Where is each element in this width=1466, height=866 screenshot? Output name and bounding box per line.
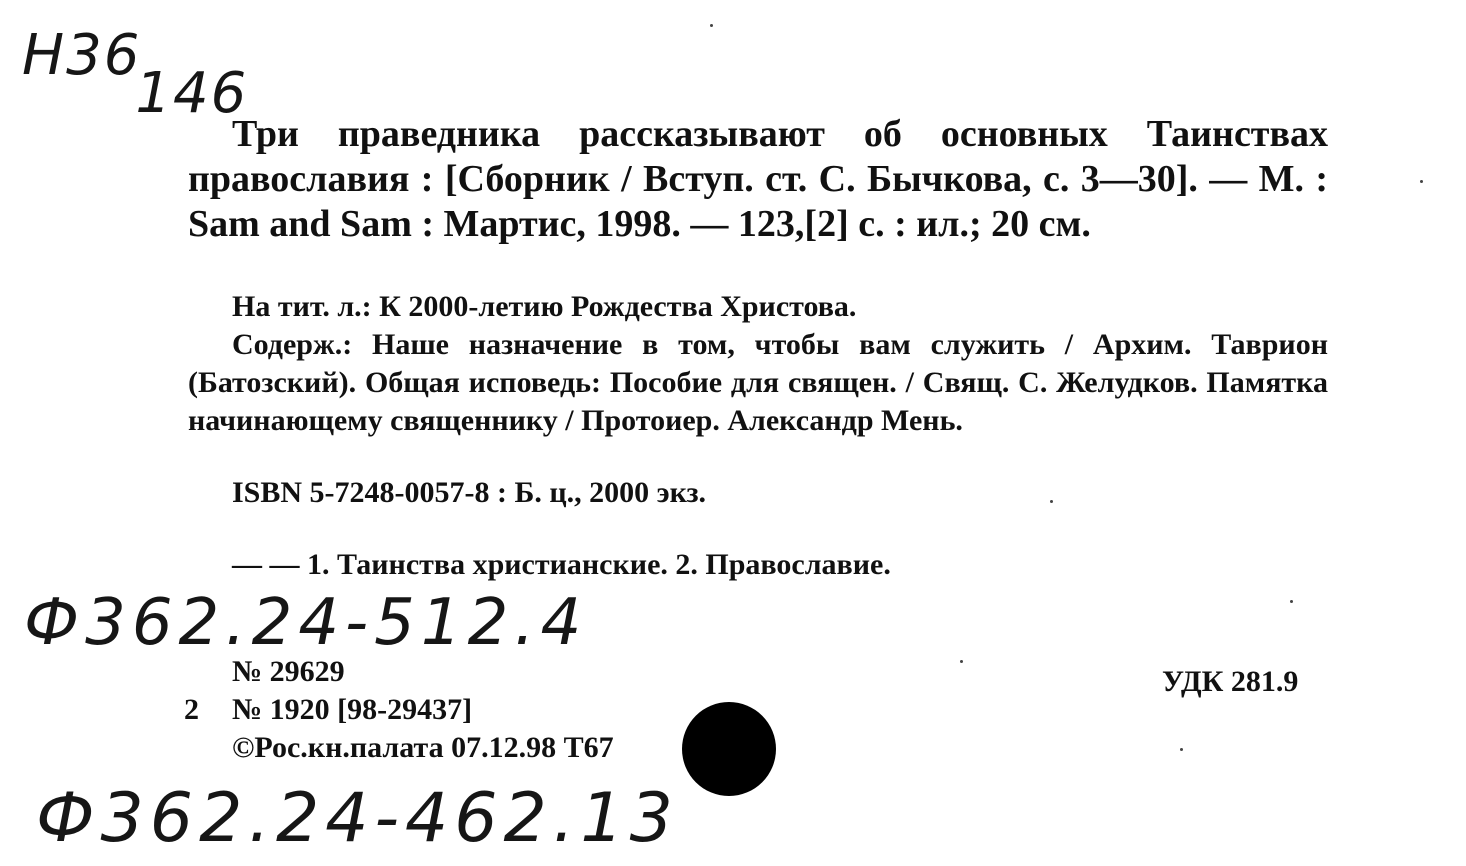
speck	[1180, 748, 1183, 751]
subject-headings	[188, 546, 1328, 584]
contents-note-text: Содерж.: Наше назначение в том, чтобы вам служить / Архим. Таврион (Батозский). Общая исповедь: Пособие для священ. / Свящ. С. Желудков. Памятка начинающему священнику / Протоиер. Александр Мень.	[188, 328, 1328, 437]
handwritten-shelf-mark-2: Ф362.24-462.13	[36, 779, 679, 858]
copies-count: 2	[184, 693, 199, 726]
title-note	[188, 288, 1328, 326]
udk-code: УДК 281.9	[1162, 665, 1299, 698]
isbn-line	[188, 474, 1328, 512]
speck	[1050, 500, 1053, 503]
title-note-text: На тит. л.: К 2000-летию Рождества Христова.	[232, 290, 857, 323]
speck	[1290, 600, 1293, 603]
speck	[1420, 180, 1423, 183]
card-number-1: № 29629	[232, 655, 345, 688]
title-block	[188, 112, 1328, 247]
title-block-text: Три праведника рассказывают об основных Таинствах православия : [Сборник / Вступ. ст. С. Бычкова, с. 3—30]. — М. : Sam and Sam : Мартис, 1998. — 123,[2] с. : ил.; 20 см.	[188, 113, 1328, 245]
handwritten-code-top	[22, 23, 249, 126]
card-number-2: № 1920 [98-29437]	[232, 693, 473, 726]
ink-blot	[682, 702, 776, 796]
contents-note	[188, 326, 1328, 440]
speck	[710, 24, 713, 27]
handwritten-code-sub: 146	[135, 61, 249, 126]
handwritten-code-main: Н36	[22, 23, 142, 88]
handwritten-shelf-mark-1: Ф362.24-512.4	[24, 586, 588, 660]
subject-headings-text: — — 1. Таинства христианские. 2. Православие.	[232, 548, 891, 581]
isbn-line-text: ISBN 5-7248-0057-8 : Б. ц., 2000 экз.	[232, 476, 707, 509]
book-chamber-line: ©Рос.кн.палата 07.12.98 Т67	[232, 731, 614, 764]
speck	[960, 660, 963, 663]
